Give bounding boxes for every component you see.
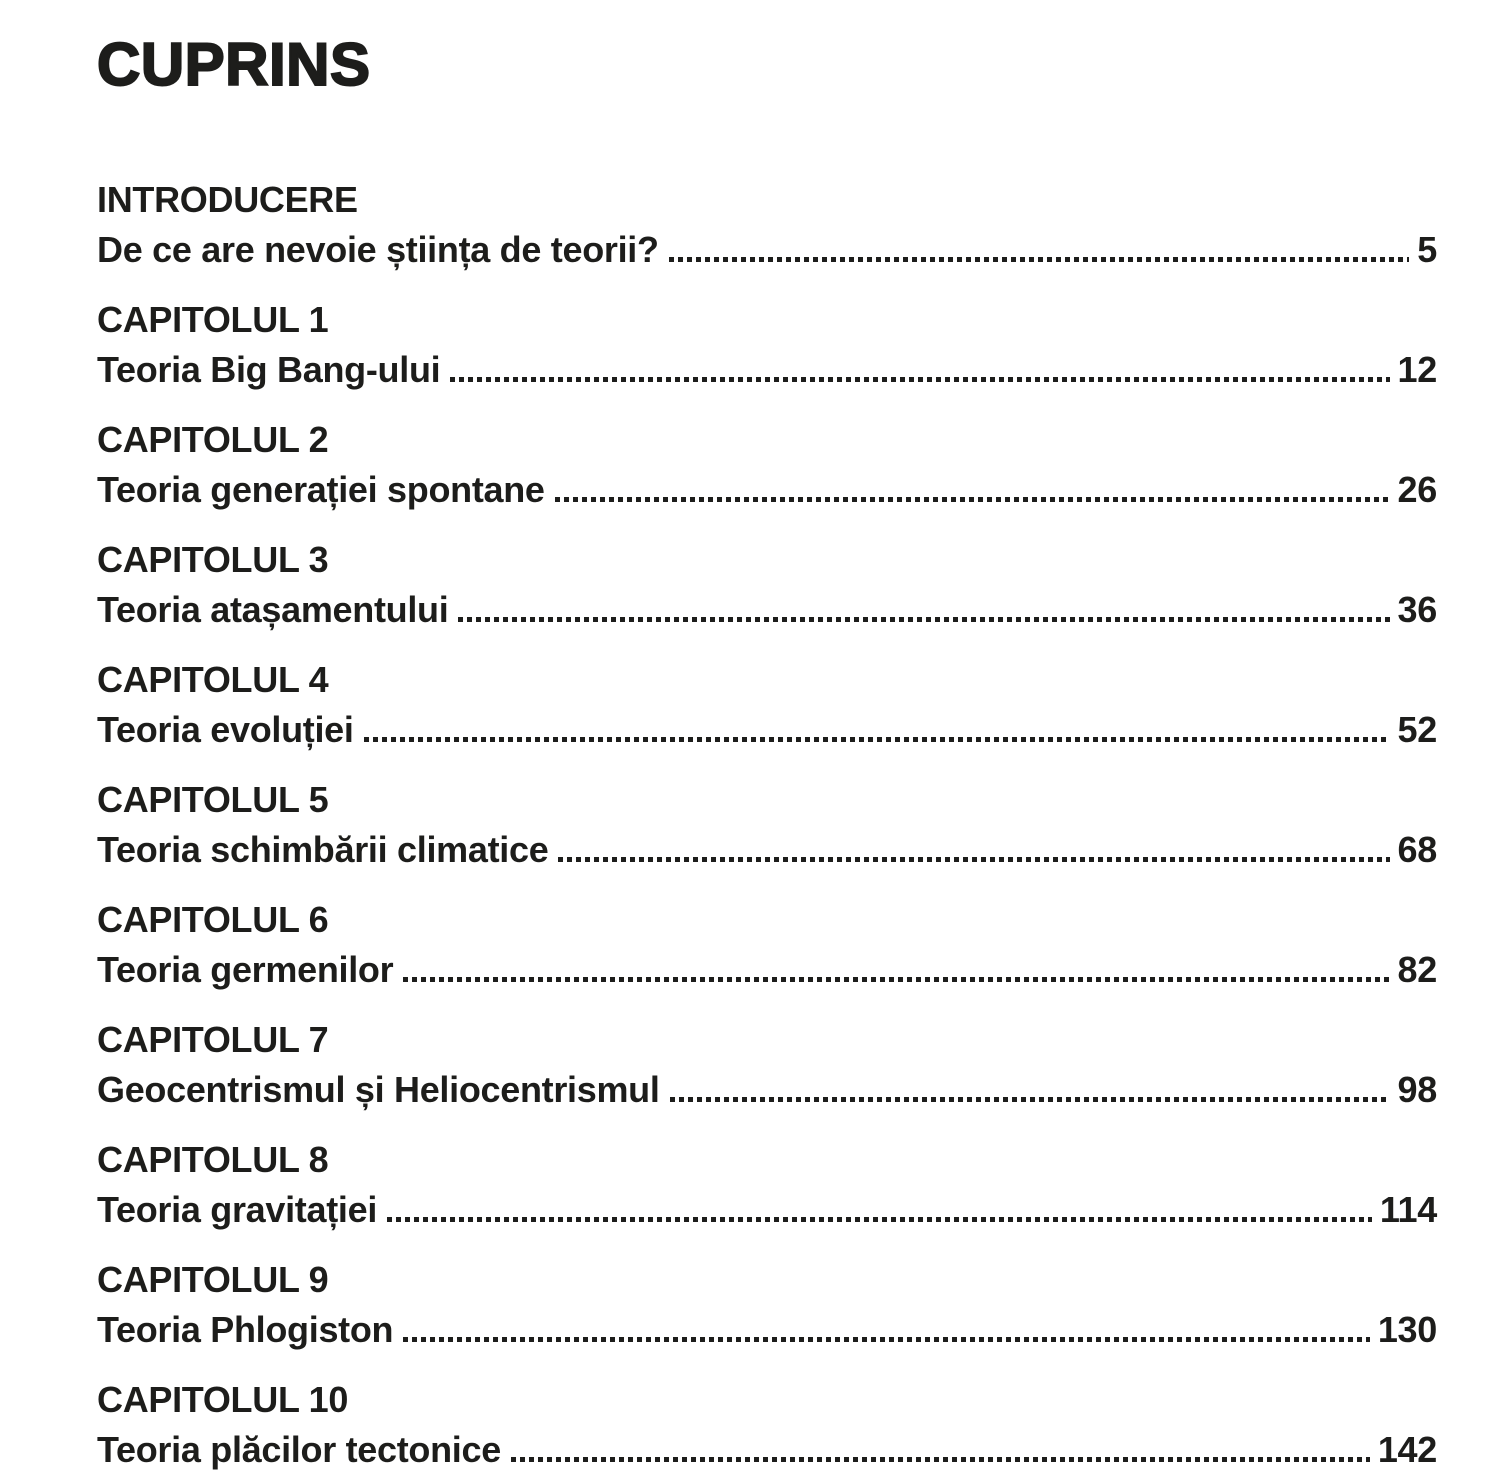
- dot-leader: [669, 257, 1410, 262]
- entry-heading: CAPITOLUL 4: [97, 659, 329, 700]
- dot-leader: [387, 1217, 1372, 1222]
- dot-leader: [670, 1097, 1390, 1102]
- entry-title: Teoria atașamentului: [97, 589, 449, 630]
- entry-title: Teoria Big Bang-ului: [97, 349, 441, 390]
- entry-heading: CAPITOLUL 5: [97, 779, 329, 820]
- toc-entry: [97, 535, 1437, 635]
- entry-heading: CAPITOLUL 2: [97, 419, 329, 460]
- entry-title: Teoria gravitației: [97, 1189, 378, 1230]
- toc-line: [97, 705, 1437, 755]
- dot-leader: [450, 377, 1389, 382]
- entry-heading: CAPITOLUL 10: [97, 1379, 349, 1420]
- entry-heading: CAPITOLUL 3: [97, 539, 329, 580]
- dot-leader: [511, 1457, 1370, 1462]
- toc-entry: [97, 895, 1437, 995]
- entry-heading: CAPITOLUL 8: [97, 1139, 329, 1180]
- entry-page-number: 12: [1397, 349, 1437, 390]
- entry-title: De ce are nevoie știința de teorii?: [97, 229, 659, 270]
- toc-line: [97, 825, 1437, 875]
- entry-page-number: 36: [1397, 589, 1437, 630]
- entry-title: Teoria Phlogiston: [97, 1309, 394, 1350]
- toc-line: [97, 945, 1437, 995]
- toc-entry: [97, 1135, 1437, 1235]
- toc-line: [97, 585, 1437, 635]
- entry-page-number: 82: [1397, 949, 1437, 990]
- toc-entry: [97, 415, 1437, 515]
- toc-line: [97, 465, 1437, 515]
- toc-entry: [97, 655, 1437, 755]
- toc-entry: [97, 295, 1437, 395]
- page-title: CUPRINS: [97, 31, 371, 98]
- toc-entry: [97, 1375, 1437, 1475]
- dot-leader: [403, 977, 1389, 982]
- entry-page-number: 98: [1397, 1069, 1437, 1110]
- entry-title: Teoria evoluției: [97, 709, 354, 750]
- entry-page-number: 68: [1397, 829, 1437, 870]
- toc-entry: [97, 1015, 1437, 1115]
- toc-line: [97, 225, 1437, 275]
- toc-line: [97, 1425, 1437, 1475]
- entry-heading: CAPITOLUL 7: [97, 1019, 329, 1060]
- entry-heading: CAPITOLUL 6: [97, 899, 329, 940]
- dot-leader: [555, 497, 1390, 502]
- entry-page-number: 26: [1397, 469, 1437, 510]
- toc-list: [97, 175, 1437, 1475]
- toc-line: [97, 1065, 1437, 1115]
- entry-title: Teoria generației spontane: [97, 469, 545, 510]
- entry-title: Teoria schimbării climatice: [97, 829, 549, 870]
- toc-entry: [97, 775, 1437, 875]
- toc-entry: [97, 175, 1437, 275]
- toc-line: [97, 1185, 1437, 1235]
- entry-heading: INTRODUCERE: [97, 179, 358, 220]
- dot-leader: [458, 617, 1389, 622]
- entry-heading: CAPITOLUL 9: [97, 1259, 329, 1300]
- entry-page-number: 130: [1377, 1309, 1437, 1350]
- entry-page-number: 5: [1417, 229, 1437, 270]
- entry-page-number: 114: [1379, 1189, 1437, 1230]
- entry-title: Geocentrismul și Heliocentrismul: [97, 1069, 660, 1110]
- dot-leader: [403, 1337, 1370, 1342]
- entry-page-number: 52: [1397, 709, 1437, 750]
- entry-title: Teoria germenilor: [97, 949, 394, 990]
- dot-leader: [364, 737, 1390, 742]
- entry-heading: CAPITOLUL 1: [97, 299, 329, 340]
- entry-title: Teoria plăcilor tectonice: [97, 1429, 501, 1470]
- toc-line: [97, 1305, 1437, 1355]
- dot-leader: [558, 857, 1389, 862]
- toc-entry: [97, 1255, 1437, 1355]
- toc-line: [97, 345, 1437, 395]
- entry-page-number: 142: [1377, 1429, 1437, 1470]
